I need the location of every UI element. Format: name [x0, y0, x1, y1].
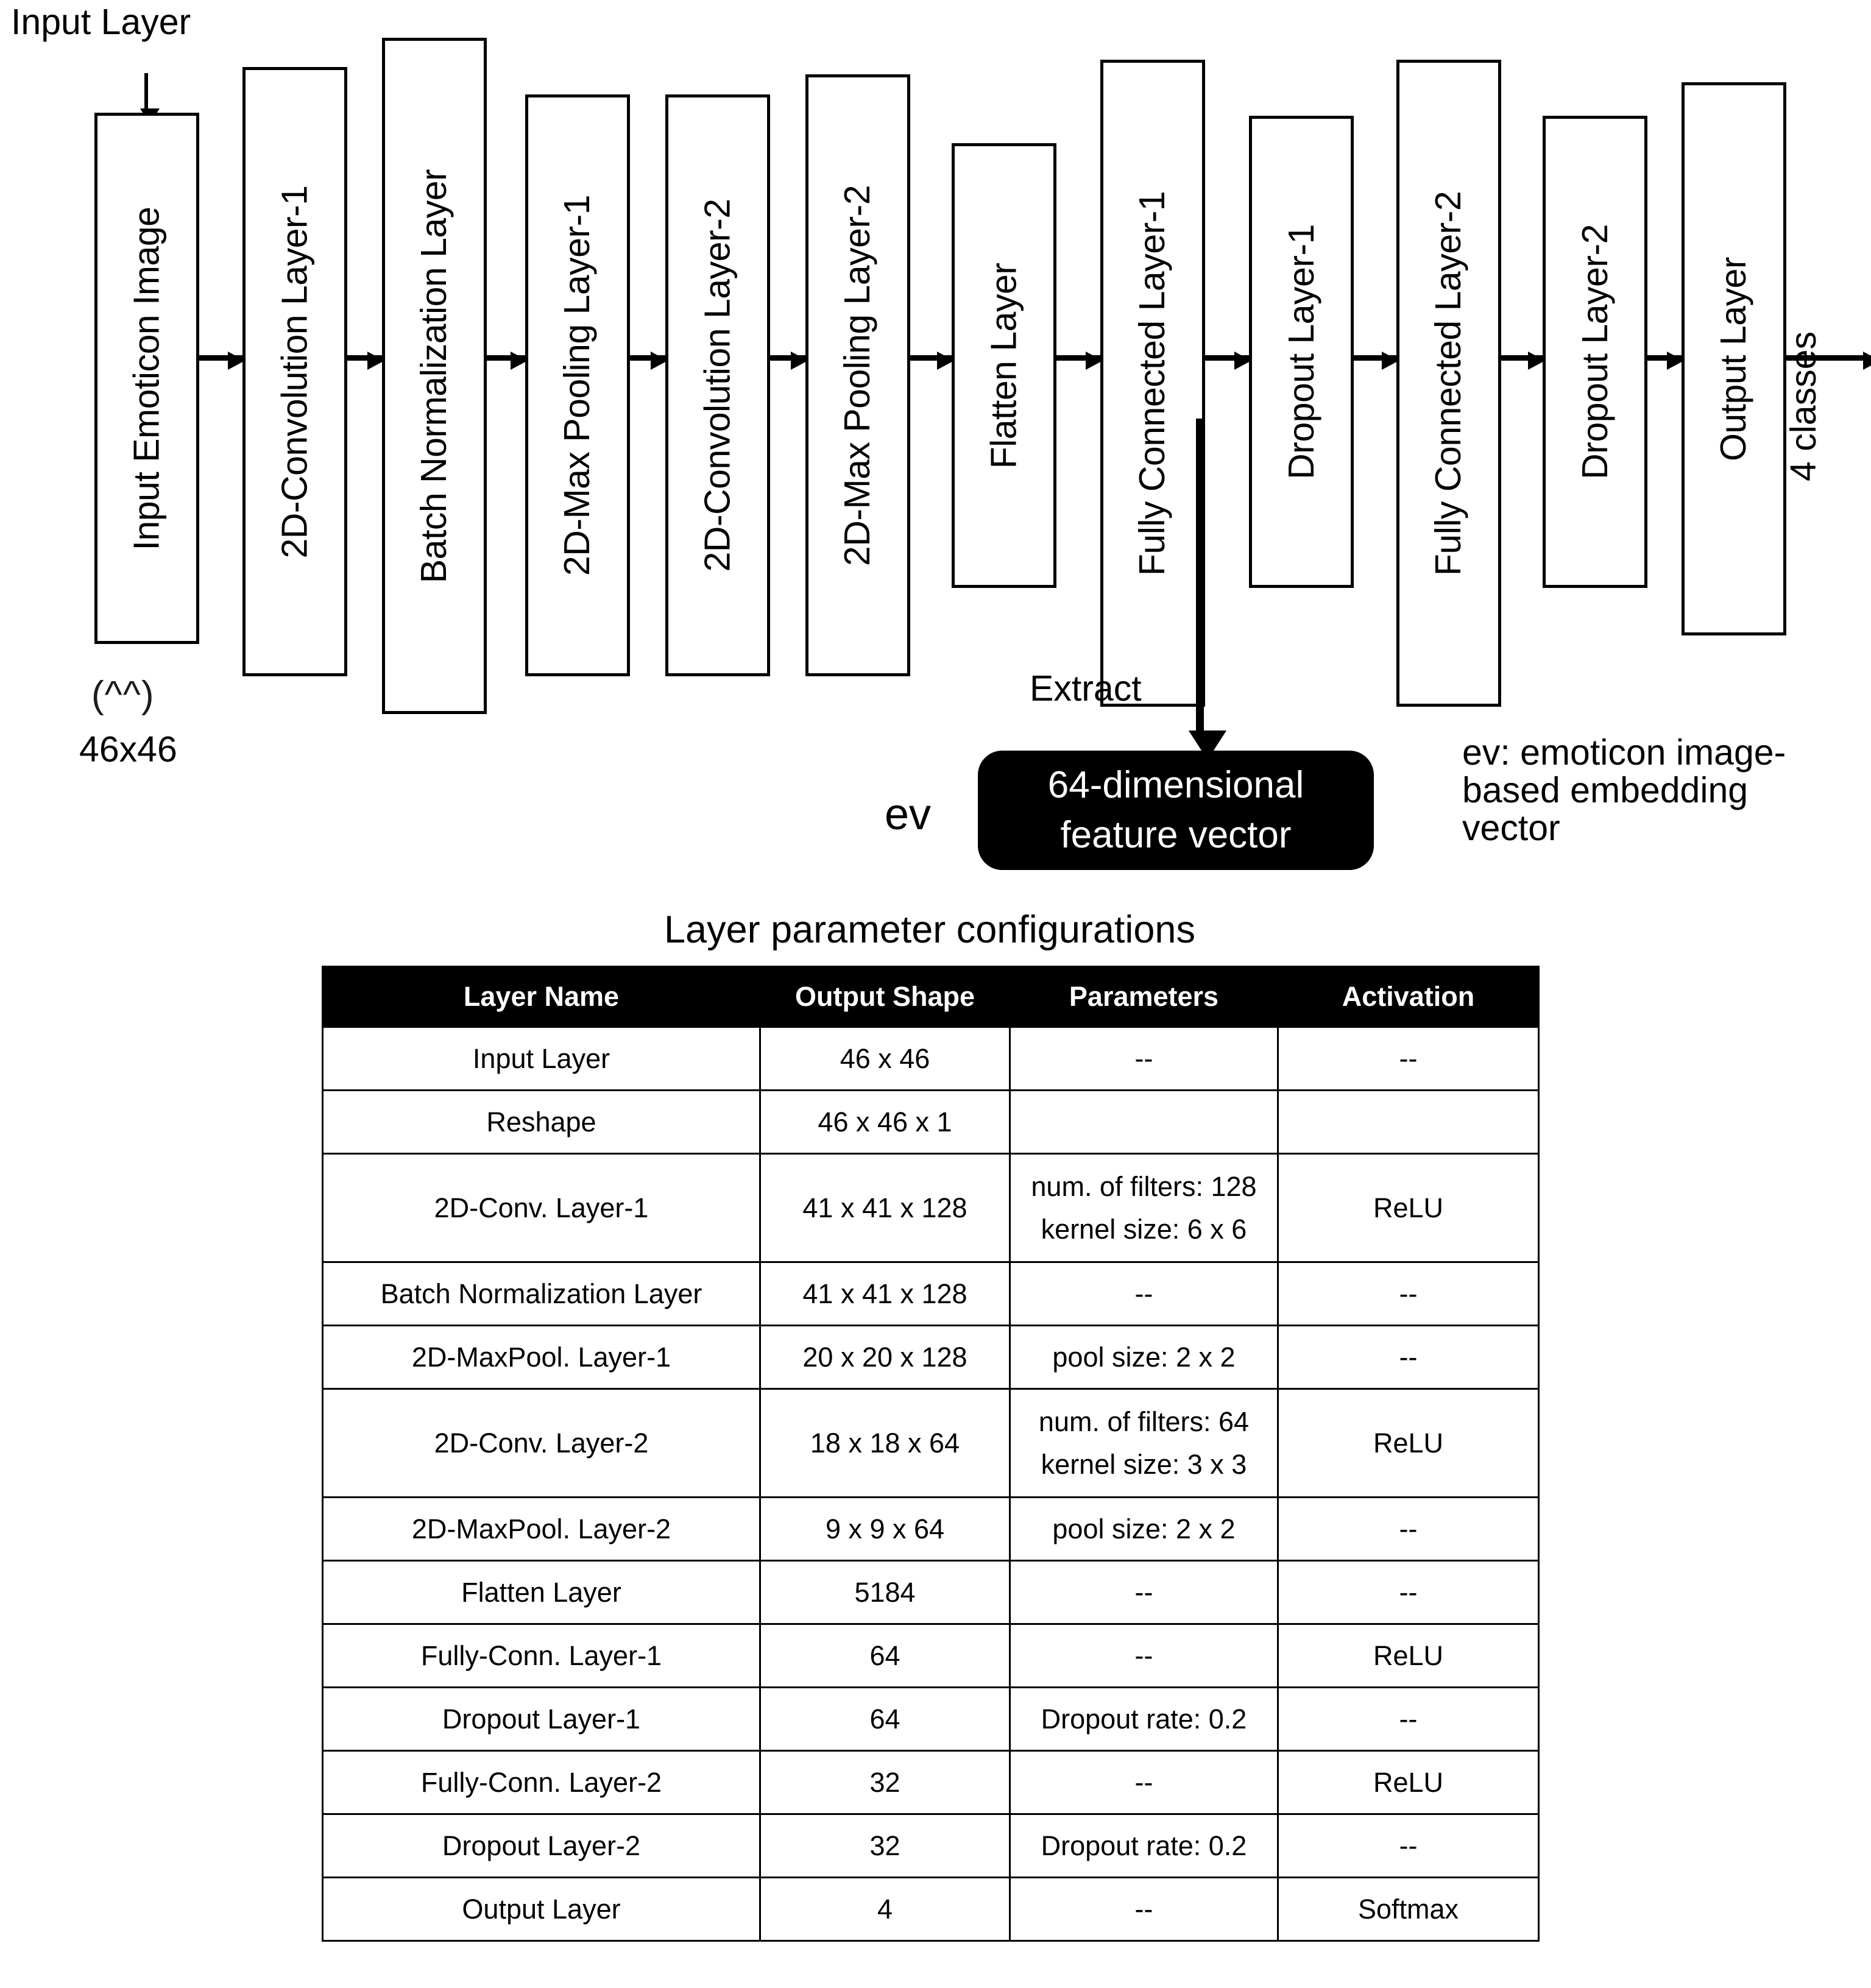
- layer-box-2d-convolution-layer-1: [242, 67, 347, 676]
- layer-box-output-layer: [1682, 82, 1786, 635]
- cell-layer-name: Dropout Layer-1: [323, 1688, 760, 1751]
- layer-box-label: Batch Normalization Layer: [414, 169, 454, 583]
- cell-activation: ReLU: [1278, 1389, 1539, 1498]
- table-header-row: [323, 967, 1539, 1027]
- cell-activation: --: [1278, 1498, 1539, 1561]
- cell-layer-name: Input Layer: [323, 1027, 760, 1091]
- cell-layer-name: 2D-MaxPool. Layer-2: [323, 1498, 760, 1561]
- layer-box-label: 2D-Max Pooling Layer-1: [557, 194, 598, 576]
- cell-layer-name: 2D-Conv. Layer-2: [323, 1389, 760, 1498]
- cell-parameters: num. of filters: 64 kernel size: 3 x 3: [1010, 1389, 1278, 1498]
- layer-box-flatten-layer: [952, 143, 1056, 588]
- feature-vector-line1: 64-dimensional: [1047, 764, 1304, 807]
- cell-activation: ReLU: [1278, 1751, 1539, 1814]
- flow-arrow-1-icon: [199, 355, 242, 361]
- table-row: [323, 1688, 1539, 1751]
- layer-box-2d-convolution-layer-2: [665, 94, 770, 676]
- table-row: [323, 1751, 1539, 1814]
- layer-box-label: 2D-Convolution Layer-1: [274, 185, 315, 559]
- table-title: Layer parameter configurations: [664, 908, 1195, 951]
- flow-arrow-9-icon: [1354, 355, 1396, 361]
- flow-arrow-2-icon: [347, 355, 382, 361]
- table-body: [323, 1027, 1539, 1941]
- cell-output-shape: 32: [760, 1751, 1010, 1814]
- cell-parameters: --: [1010, 1878, 1278, 1941]
- cell-parameters: --: [1010, 1027, 1278, 1091]
- table-row: [323, 1389, 1539, 1498]
- cell-parameters: num. of filters: 128 kernel size: 6 x 6: [1010, 1154, 1278, 1262]
- column-header-layer-name: Layer Name: [323, 967, 760, 1027]
- cell-layer-name: Flatten Layer: [323, 1561, 760, 1624]
- extract-label: Extract: [1030, 668, 1142, 709]
- cell-layer-name: Fully-Conn. Layer-1: [323, 1624, 760, 1688]
- cell-activation: --: [1278, 1688, 1539, 1751]
- table-row: [323, 1326, 1539, 1389]
- cell-output-shape: 46 x 46: [760, 1027, 1010, 1091]
- layer-parameter-table: [322, 966, 1540, 1942]
- table-row: [323, 1814, 1539, 1878]
- flow-arrow-7-icon: [1056, 355, 1100, 361]
- table-row: [323, 1027, 1539, 1091]
- cell-output-shape: 18 x 18 x 64: [760, 1389, 1010, 1498]
- layer-box-label: Dropout Layer-2: [1574, 224, 1615, 479]
- cell-activation: --: [1278, 1561, 1539, 1624]
- cell-output-shape: 41 x 41 x 128: [760, 1262, 1010, 1326]
- cell-output-shape: 32: [760, 1814, 1010, 1878]
- table-row: [323, 1878, 1539, 1941]
- input-layer-caption: Input Layer: [11, 2, 191, 42]
- layer-box-label: Input Emoticon Image: [126, 207, 167, 550]
- layer-box-label: Fully Connected Layer-1: [1132, 191, 1173, 576]
- cell-parameters: pool size: 2 x 2: [1010, 1498, 1278, 1561]
- cell-layer-name: Fully-Conn. Layer-2: [323, 1751, 760, 1814]
- cell-parameters: Dropout rate: 0.2: [1010, 1814, 1278, 1878]
- cell-parameters: --: [1010, 1561, 1278, 1624]
- layer-box-label: Fully Connected Layer-2: [1428, 191, 1469, 576]
- flow-arrow-5-icon: [770, 355, 805, 361]
- cell-activation: ReLU: [1278, 1624, 1539, 1688]
- layer-box-dropout-layer-2: [1543, 116, 1647, 588]
- flow-arrow-10-icon: [1501, 355, 1543, 361]
- cell-layer-name: 2D-Conv. Layer-1: [323, 1154, 760, 1262]
- cell-parameters: --: [1010, 1624, 1278, 1688]
- layer-box-fully-connected-layer-2: [1396, 60, 1501, 707]
- cell-activation: [1278, 1091, 1539, 1154]
- ev-symbol-label: ev: [885, 790, 932, 839]
- cell-parameters: pool size: 2 x 2: [1010, 1326, 1278, 1389]
- layer-box-label: Output Layer: [1713, 256, 1754, 461]
- table-row: [323, 1091, 1539, 1154]
- table-row: [323, 1624, 1539, 1688]
- layer-box-label: Flatten Layer: [983, 263, 1024, 469]
- cell-layer-name: Dropout Layer-2: [323, 1814, 760, 1878]
- input-arrow-down-icon: [144, 73, 148, 111]
- cell-layer-name: 2D-MaxPool. Layer-1: [323, 1326, 760, 1389]
- emoticon-glyph: (^^): [91, 674, 155, 716]
- cell-output-shape: 5184: [760, 1561, 1010, 1624]
- layer-box-label: Dropout Layer-1: [1281, 224, 1321, 479]
- column-header-activation: Activation: [1278, 967, 1539, 1027]
- cell-activation: --: [1278, 1326, 1539, 1389]
- cell-activation: ReLU: [1278, 1154, 1539, 1262]
- cell-layer-name: Reshape: [323, 1091, 760, 1154]
- flow-arrow-3-icon: [487, 355, 525, 361]
- cell-activation: --: [1278, 1814, 1539, 1878]
- flow-arrow-11-icon: [1647, 355, 1682, 361]
- flow-arrow-8-icon: [1205, 355, 1249, 361]
- flow-arrow-6-icon: [910, 355, 952, 361]
- layer-box-input-emoticon-image: [94, 113, 199, 644]
- flow-arrow-4-icon: [630, 355, 665, 361]
- layer-box-label: 2D-Convolution Layer-2: [697, 199, 738, 572]
- feature-vector-badge: [978, 751, 1374, 870]
- cell-parameters: Dropout rate: 0.2: [1010, 1688, 1278, 1751]
- layer-box-batch-normalization-layer: [382, 38, 487, 714]
- cell-layer-name: Output Layer: [323, 1878, 760, 1941]
- layer-box-fully-connected-layer-1: [1100, 60, 1205, 707]
- cell-output-shape: 4: [760, 1878, 1010, 1941]
- cell-output-shape: 46 x 46 x 1: [760, 1091, 1010, 1154]
- table-row: [323, 1498, 1539, 1561]
- table-row: [323, 1154, 1539, 1262]
- layer-box-2d-max-pooling-layer-1: [525, 94, 630, 676]
- extract-connector-arrow-icon: [1196, 419, 1204, 733]
- layer-box-dropout-layer-1: [1249, 116, 1354, 588]
- layer-box-label: 2D-Max Pooling Layer-2: [837, 185, 878, 566]
- output-classes-label: 4 classes: [1783, 331, 1823, 481]
- cell-output-shape: 20 x 20 x 128: [760, 1326, 1010, 1389]
- feature-vector-line2: feature vector: [1060, 814, 1292, 856]
- cell-output-shape: 64: [760, 1688, 1010, 1751]
- cell-activation: Softmax: [1278, 1878, 1539, 1941]
- cell-activation: --: [1278, 1027, 1539, 1091]
- cell-parameters: --: [1010, 1751, 1278, 1814]
- table-row: [323, 1561, 1539, 1624]
- column-header-parameters: Parameters: [1010, 967, 1278, 1027]
- column-header-output-shape: Output Shape: [760, 967, 1010, 1027]
- cell-output-shape: 9 x 9 x 64: [760, 1498, 1010, 1561]
- cell-parameters: --: [1010, 1262, 1278, 1326]
- layer-box-2d-max-pooling-layer-2: [805, 74, 910, 676]
- table-row: [323, 1262, 1539, 1326]
- cell-activation: --: [1278, 1262, 1539, 1326]
- cnn-architecture-diagram: [0, 0, 1871, 896]
- cell-layer-name: Batch Normalization Layer: [323, 1262, 760, 1326]
- ev-legend-text: ev: emoticon image-based embedding vector: [1462, 732, 1786, 848]
- cell-output-shape: 41 x 41 x 128: [760, 1154, 1010, 1262]
- cell-parameters: [1010, 1091, 1278, 1154]
- cell-output-shape: 64: [760, 1624, 1010, 1688]
- input-size-label: 46x46: [79, 729, 177, 769]
